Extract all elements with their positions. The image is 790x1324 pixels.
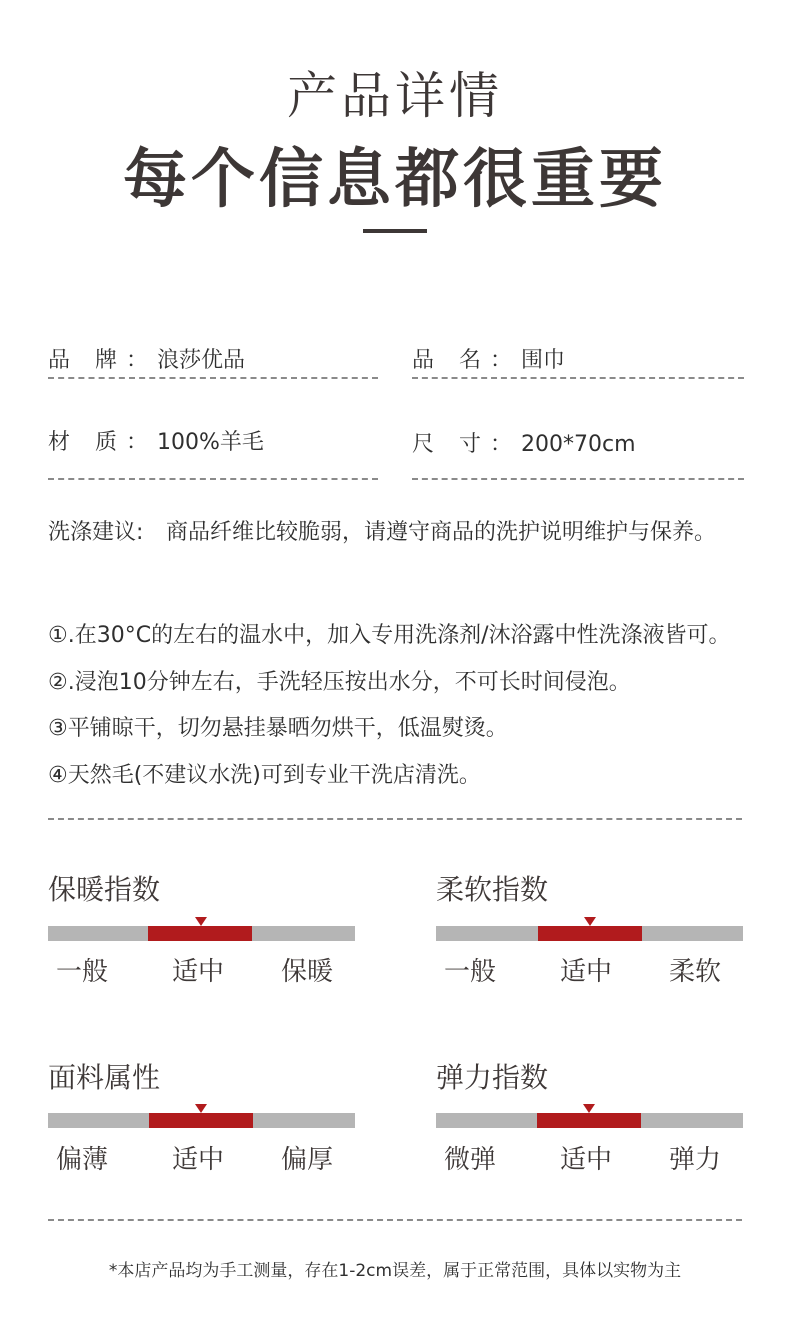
measurement-note: *本店产品均为手工测量，存在1-2cm误差，属于正常范围，具体以实物为主	[108, 1261, 682, 1281]
washing-label: 洗涤建议:	[48, 520, 144, 545]
bar-segment-high	[253, 1113, 355, 1128]
bar-segment-selected	[149, 1113, 253, 1128]
brand-label: 品 牌：	[48, 348, 157, 373]
washing-step-1: ①.在30°C的左右的温水中，加入专用洗涤剂/沐浴露中性洗涤液皆可。	[48, 623, 731, 648]
softness-level-mid: 适中	[560, 957, 613, 987]
brand-field	[48, 343, 245, 374]
product-name-underline	[412, 377, 744, 379]
material-field	[48, 425, 264, 456]
washing-step-3: ③平铺晾干，切勿悬挂暴晒勿烘干，低温熨烫。	[48, 716, 508, 741]
section-divider	[48, 818, 742, 820]
size-underline	[412, 478, 744, 480]
size-value: 200*70cm	[521, 432, 636, 457]
washing-step-2: ②.浸泡10分钟左右，手洗轻压按出水分，不可长时间侵泡。	[48, 670, 631, 695]
warmth-level-high: 保暖	[281, 957, 334, 987]
bar-segment-low	[436, 1113, 537, 1128]
footer-divider	[48, 1219, 742, 1221]
fabric-level-mid: 适中	[172, 1145, 225, 1175]
bar-segment-high	[252, 926, 355, 941]
product-name-label: 品 名：	[412, 348, 521, 373]
product-name-value: 围巾	[521, 348, 566, 373]
warmth-level-mid: 适中	[172, 957, 225, 987]
elasticity-index-pointer	[583, 1104, 595, 1113]
brand-underline	[48, 377, 378, 379]
material-value: 100%羊毛	[157, 430, 264, 455]
fabric-property-bar	[48, 1113, 355, 1128]
warmth-level-low: 一般	[56, 957, 109, 987]
fabric-property-pointer	[195, 1104, 207, 1113]
washing-step-4: ④天然毛(不建议水洗)可到专业干洗店清洗。	[48, 763, 481, 788]
bar-segment-selected	[148, 926, 252, 941]
page-title: 每个信息都很重要	[123, 143, 667, 217]
softness-index-pointer	[584, 917, 596, 926]
washing-text: 商品纤维比较脆弱，请遵守商品的洗护说明维护与保养。	[166, 520, 717, 545]
fabric-level-high: 偏厚	[281, 1145, 334, 1175]
softness-index-title: 柔软指数	[436, 873, 549, 906]
material-label: 材 质：	[48, 430, 157, 455]
bar-segment-high	[642, 926, 743, 941]
warmth-index-bar	[48, 926, 355, 941]
elasticity-level-high: 弹力	[669, 1145, 722, 1175]
brand-value: 浪莎优品	[157, 348, 246, 373]
elasticity-level-mid: 适中	[560, 1145, 613, 1175]
material-underline	[48, 478, 378, 480]
elasticity-index-bar	[436, 1113, 743, 1128]
washing-advice	[48, 518, 748, 548]
bar-segment-high	[641, 1113, 743, 1128]
bar-segment-selected	[537, 1113, 641, 1128]
elasticity-level-low: 微弹	[444, 1145, 497, 1175]
softness-level-low: 一般	[444, 957, 497, 987]
product-name-field	[412, 343, 565, 374]
bar-segment-low	[48, 926, 148, 941]
size-field	[412, 427, 636, 458]
fabric-level-low: 偏薄	[56, 1145, 109, 1175]
warmth-index-pointer	[195, 917, 207, 926]
bar-segment-low	[48, 1113, 149, 1128]
page-subtitle: 产品详情	[287, 67, 503, 125]
elasticity-index-title: 弹力指数	[436, 1061, 549, 1094]
bar-segment-low	[436, 926, 538, 941]
title-divider	[363, 229, 427, 233]
warmth-index-title: 保暖指数	[48, 873, 161, 906]
bar-segment-selected	[538, 926, 642, 941]
softness-index-bar	[436, 926, 743, 941]
fabric-property-title: 面料属性	[48, 1061, 161, 1094]
size-label: 尺 寸：	[412, 432, 521, 457]
softness-level-high: 柔软	[669, 957, 722, 987]
